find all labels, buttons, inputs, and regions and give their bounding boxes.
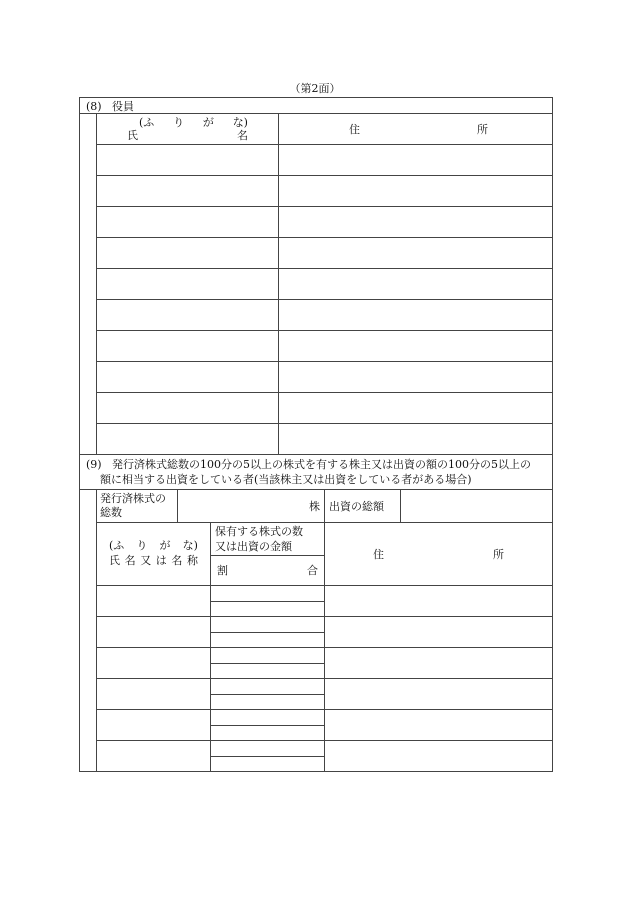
furigana-label [97, 116, 278, 129]
holding-ratio-field[interactable] [211, 664, 325, 679]
section8-number: (8) [86, 99, 102, 113]
furigana-char: (ふ [139, 116, 155, 129]
shareholder-address-field[interactable] [325, 710, 553, 741]
officer-row [80, 331, 553, 362]
shareholder-row [80, 741, 553, 757]
shares-unit: 株 [309, 499, 320, 513]
section8-title [80, 98, 553, 114]
shareholder-address-field[interactable] [325, 648, 553, 679]
shareholder-address-header [325, 523, 553, 586]
section9-title-line2: 額に相当する出資をしている者(当該株主又は出資をしている者がある場合) [100, 473, 472, 486]
officer-name-field[interactable] [97, 207, 279, 238]
name-char: 又 [140, 554, 152, 567]
furigana-char: が [202, 116, 214, 129]
address-char: 所 [493, 547, 504, 561]
officer-row [80, 176, 553, 207]
capital-field[interactable] [401, 490, 553, 523]
officer-name-field[interactable] [97, 331, 279, 362]
section8-indent [80, 238, 97, 269]
officer-address-field[interactable] [279, 362, 553, 393]
officer-name-field[interactable] [97, 238, 279, 269]
shareholder-name-field[interactable] [97, 586, 211, 617]
section8-indent [80, 176, 97, 207]
holding-ratio-field[interactable] [211, 757, 325, 772]
officer-address-field[interactable] [279, 176, 553, 207]
section9-indent [80, 490, 97, 772]
officer-row [80, 207, 553, 238]
shareholder-address-field[interactable] [325, 741, 553, 772]
issued-shares-label-line2: 総数 [100, 506, 122, 519]
holding-ratio-field[interactable] [211, 633, 325, 648]
page-label: （第2面） [289, 82, 341, 95]
officer-row [80, 424, 553, 455]
section9-title [80, 455, 553, 490]
furigana-char: (ふ [109, 539, 125, 552]
officer-name-field[interactable] [97, 145, 279, 176]
officer-address-field[interactable] [279, 207, 553, 238]
officers-table [79, 97, 553, 455]
officer-name-header [97, 114, 279, 145]
shareholder-row [80, 586, 553, 602]
officer-address-field[interactable] [279, 300, 553, 331]
furigana-label [109, 539, 198, 554]
name-char: 氏 [109, 554, 120, 567]
name-char: 名 [237, 129, 248, 142]
shareholder-row [80, 710, 553, 726]
shareholder-row [80, 617, 553, 633]
officer-name-field[interactable] [97, 362, 279, 393]
name-label [109, 554, 198, 569]
shareholder-address-field[interactable] [325, 679, 553, 710]
issued-shares-field[interactable] [178, 490, 325, 523]
section8-title-text: 役員 [112, 99, 134, 113]
officer-address-field[interactable] [279, 424, 553, 455]
address-char: 住 [349, 122, 360, 136]
holding-amount-field[interactable] [211, 679, 325, 695]
officer-row [80, 269, 553, 300]
name-char: 称 [186, 554, 198, 567]
section8-indent [80, 393, 97, 424]
holding-amount-field[interactable] [211, 648, 325, 664]
address-char: 住 [373, 547, 384, 561]
officer-address-field[interactable] [279, 238, 553, 269]
name-char: は [155, 554, 167, 567]
shareholder-name-header [97, 523, 211, 586]
name-char: 名 [124, 554, 136, 567]
shareholder-name-field[interactable] [97, 648, 211, 679]
officer-name-field[interactable] [97, 424, 279, 455]
holding-amount-field[interactable] [211, 617, 325, 633]
issued-shares-label [97, 490, 178, 523]
furigana-char: な) [182, 539, 198, 552]
issued-shares-label-line1: 発行済株式の [100, 492, 166, 505]
shareholder-row [80, 648, 553, 664]
officer-address-field[interactable] [279, 269, 553, 300]
officer-row [80, 393, 553, 424]
officer-row [80, 238, 553, 269]
officer-address-field[interactable] [279, 145, 553, 176]
holding-ratio-field[interactable] [211, 726, 325, 741]
section8-indent [80, 114, 97, 145]
ratio-char: 合 [307, 564, 318, 577]
shareholder-name-field[interactable] [97, 617, 211, 648]
furigana-char: な) [232, 116, 248, 129]
holding-amount-field[interactable] [211, 741, 325, 757]
officer-name-field[interactable] [97, 176, 279, 207]
shareholder-row [80, 679, 553, 695]
holding-label-line1: 保有する株式の数 [215, 525, 303, 538]
address-char: 所 [477, 122, 489, 136]
officer-row [80, 145, 553, 176]
ratio-char: 割 [217, 564, 228, 577]
officer-address-field[interactable] [279, 331, 553, 362]
holding-label-line2: 又は出資の金額 [215, 540, 292, 553]
officer-address-header [279, 114, 553, 145]
ratio-header [211, 556, 325, 586]
shareholders-table [79, 454, 553, 772]
holding-amount-field[interactable] [211, 586, 325, 602]
furigana-char: が [159, 539, 171, 552]
section8-indent [80, 145, 97, 176]
shareholder-name-field[interactable] [97, 741, 211, 772]
section8-indent [80, 362, 97, 393]
holding-ratio-field[interactable] [211, 695, 325, 710]
shareholder-name-field[interactable] [97, 679, 211, 710]
section9-title-line1: 発行済株式総数の100分の5以上の株式を有する株主又は出資の額の100分の5以上の [112, 458, 531, 471]
section8-indent [80, 331, 97, 362]
officer-name-field[interactable] [97, 393, 279, 424]
shareholder-name-field[interactable] [97, 710, 211, 741]
officer-row [80, 362, 553, 393]
furigana-char: り [136, 539, 148, 552]
officer-name-field[interactable] [97, 300, 279, 331]
officer-name-field[interactable] [97, 269, 279, 300]
capital-label: 出資の総額 [325, 490, 401, 523]
name-label [97, 129, 278, 142]
holding-amount-field[interactable] [211, 710, 325, 726]
section8-indent [80, 269, 97, 300]
section8-indent [80, 207, 97, 238]
section9-number: (9) [86, 458, 102, 471]
officer-address-field[interactable] [279, 393, 553, 424]
section8-indent [80, 300, 97, 331]
holding-ratio-field[interactable] [211, 602, 325, 617]
name-char: 名 [171, 554, 183, 567]
officer-row [80, 300, 553, 331]
shareholder-address-field[interactable] [325, 617, 553, 648]
holding-header [211, 523, 325, 556]
name-char: 氏 [127, 129, 138, 142]
section8-indent [80, 424, 97, 455]
shareholder-address-field[interactable] [325, 586, 553, 617]
furigana-char: り [173, 116, 185, 129]
